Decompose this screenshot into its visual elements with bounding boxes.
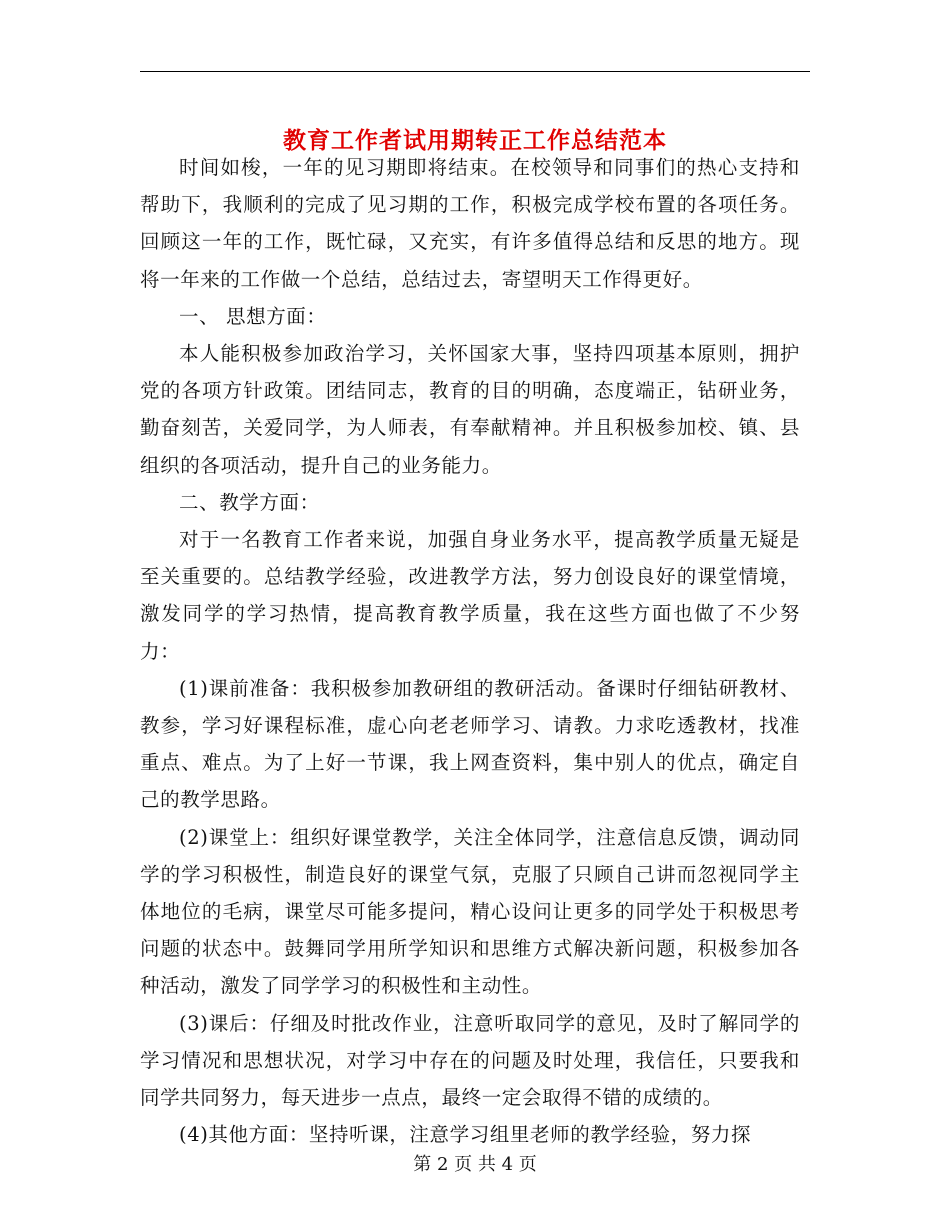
- page-indicator: 第 2 页 共 4 页: [413, 1154, 537, 1175]
- paragraph-after-class: (3)课后：仔细及时批改作业，注意听取同学的意见，及时了解同学的学习情况和思想状况，对学习中存在的问题及时处理，我信任，只要我和同学共同努力，每天进步一点点，最终一定会取得不错的成绩的。: [140, 1011, 800, 1110]
- paragraph-other: (4)其他方面：坚持听课，注意学习组里老师的教学经验，努力探: [179, 1123, 752, 1147]
- section-heading-thought: 一、 思想方面：: [179, 304, 327, 328]
- paragraph-intro: 时间如梭，一年的见习期即将结束。在校领导和同事们的热心支持和帮助下，我顺利的完成了见习期的工作，积极完成学校布置的各项任务。回顾这一年的工作，既忙碌，又充实，有许多值得总结和反思的地方。现将一年来的工作做一个总结，总结过去，寄望明天工作得更好。: [140, 156, 800, 291]
- document-body: [140, 149, 800, 1153]
- document-title: 教育工作者试用期转正工作总结范本: [283, 128, 667, 155]
- paragraph-thought: 本人能积极参加政治学习，关怀国家大事，坚持四项基本原则，拥护党的各项方针政策。团结同志，教育的目的明确，态度端正，钻研业务，勤奋刻苦，关爱同学，为人师表，有奉献精神。并且积极参加校、镇、县组织的各项活动，提升自己的业务能力。: [140, 342, 800, 477]
- header-rule: [140, 71, 810, 72]
- section-heading-teaching: 二、教学方面：: [179, 490, 320, 514]
- paragraph-classroom: (2)课堂上：组织好课堂教学，关注全体同学，注意信息反馈，调动同学的学习积极性，制造良好的课堂气氛，克服了只顾自己讲而忽视同学主体地位的毛病，课堂尽可能多提问，精心设问让更多的同学处于积极思考问题的状态中。鼓舞同学用所学知识和思维方式解决新问题，积极参加各种活动，激发了同学学习的积极性和主动性。: [140, 825, 800, 998]
- paragraph-preparation: (1)课前准备：我积极参加教研组的教研活动。备课时仔细钻研教材、教参，学习好课程标准，虚心向老老师学习、请教。力求吃透教材，找准重点、难点。为了上好一节课，我上网查资料，集中别人的优点，确定自己的教学思路。: [140, 676, 800, 812]
- paragraph-teaching-intro: 对于一名教育工作者来说，加强自身业务水平，提高教学质量无疑是至关重要的。总结教学经验，改进教学方法，努力创设良好的课堂情境，激发同学的学习热情，提高教育教学质量，我在这些方面也做了不少努力：: [140, 528, 800, 663]
